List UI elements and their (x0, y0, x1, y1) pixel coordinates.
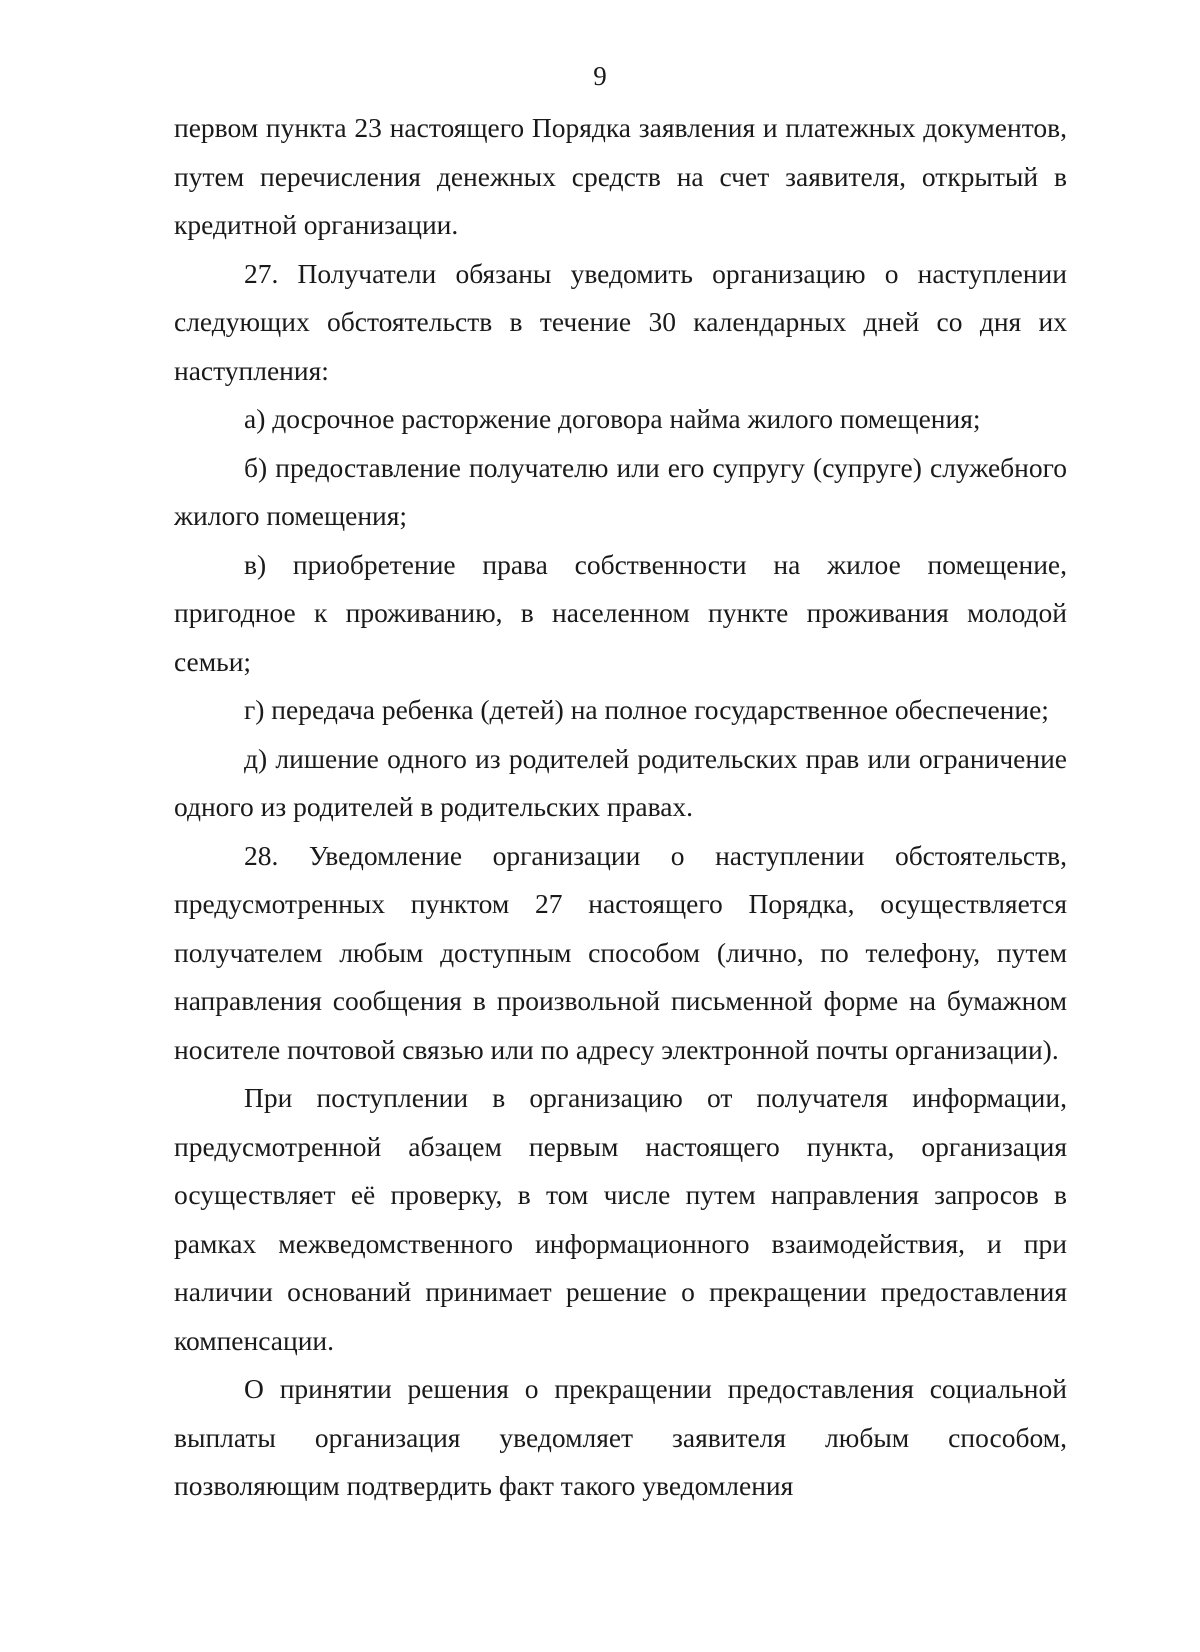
page-number: 9 (593, 61, 607, 91)
list-item-b: б) предоставление получателю или его супругу (супруге) служебного жилого помещения; (174, 451, 1067, 531)
paragraph-notification: О принятии решения о прекращении предоставления социальной выплаты организация уведомляет заявителя любым способом, позволяющим подтвердить факт такого уведомления (174, 1373, 1067, 1501)
paragraph-27-intro: 27. Получатели обязаны уведомить организацию о наступлении следующих обстоятельств в течение 30 календарных дней со дня их наступления: (174, 257, 1067, 386)
list-item-v: в) приобретение права собственности на жилое помещение, пригодное к проживанию, в населенном пункте проживания молодой семьи; (174, 548, 1067, 677)
document-body (174, 104, 1067, 1511)
list-item-a: а) досрочное расторжение договора найма жилого помещения; (244, 403, 981, 434)
list-item-g: г) передача ребенка (детей) на полное государственное обеспечение; (244, 694, 1049, 725)
paragraph-continuation: первом пункта 23 настоящего Порядка заявления и платежных документов, путем перечисления денежных средств на счет заявителя, открытый в кредитной организации. (174, 112, 1067, 240)
list-item-d: д) лишение одного из родителей родительских прав или ограничение одного из родителей в родительских правах. (174, 742, 1067, 822)
paragraph-verification: При поступлении в организацию от получателя информации, предусмотренной абзацем первым настоящего пункта, организация осуществляет её проверку, в том числе путем направления запросов в рамках межведомственного информационного взаимодействия, и при наличии оснований принимает решение о прекращении предоставления компенсации. (174, 1082, 1067, 1356)
paragraph-28: 28. Уведомление организации о наступлении обстоятельств, предусмотренных пунктом 27 настоящего Порядка, осуществляется получателем любым доступным способом (лично, по телефону, путем направления сообщения в произвольной письменной форме на бумажном носителе почтовой связью или по адресу электронной почты организации). (174, 839, 1067, 1065)
